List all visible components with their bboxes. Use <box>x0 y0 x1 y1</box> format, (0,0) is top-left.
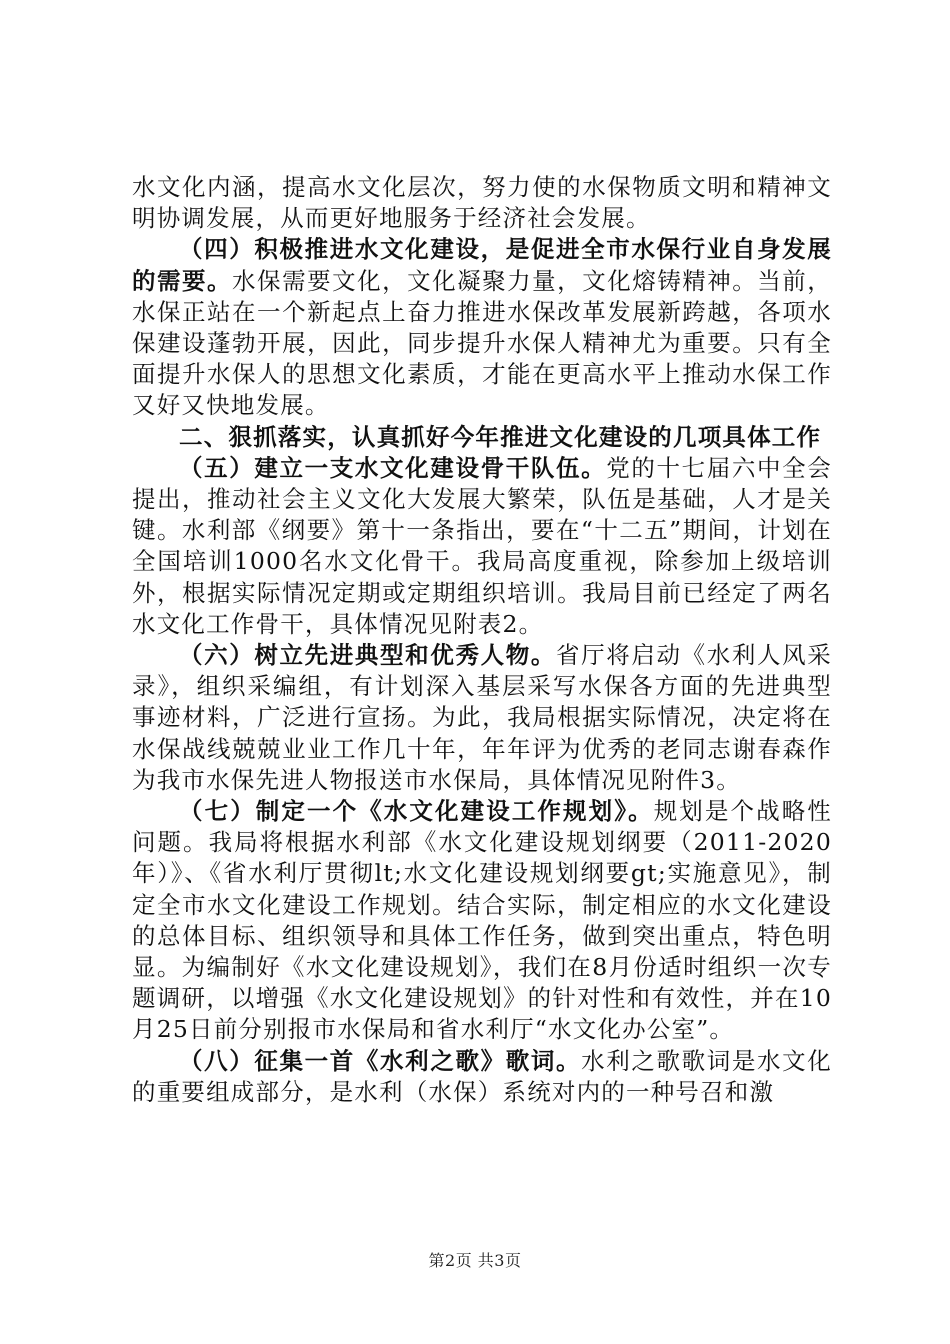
paragraph-text: 省厅将启动《水利人风采录》，组织采编组，有计划深入基层采写水保各方面的先进典型事迹材料，广泛进行宣扬。为此，我局根据实际情况，决定将在水保战线兢兢业业工作几十年，年年评为优秀的老同志谢春森作为我市水保先进人物报送市水保局，具体情况见附件3。 <box>132 641 833 794</box>
paragraph-lead: （五）建立一支水文化建设骨干队伍。 <box>179 453 607 482</box>
paragraph-item-6 <box>132 640 832 796</box>
paragraph-lead: （六）树立先进典型和优秀人物。 <box>179 641 556 670</box>
paragraph-item-5 <box>132 453 832 640</box>
paragraph-item-7 <box>132 796 832 1046</box>
paragraph-text: 水文化内涵，提高水文化层次，努力使的水保物质文明和精神文明协调发展，从而更好地服务于经济社会发展。 <box>132 173 832 233</box>
paragraph-text: 规划是个战略性问题。我局将根据水利部《水文化建设规划纲要（2011-2020年）》、《省水利厅贯彻lt;水文化建设规划纲要gt;实施意见》，制定全市水文化建设工作规划。结合实际，制定相应的水文化建设的总体目标、组织领导和具体工作任务，做到突出重点，特色明显。为编制好《水文化建设规划》，我们在8月份适时组织一次专题调研，以增强《水文化建设规划》的针对性和有效性，并在10月25日前分别报市水保局和省水利厅“水文化办公室”。 <box>132 797 832 1044</box>
paragraph-text: 水利之歌歌词是水文化的重要组成部分，是水利（水保）系统对内的一种号召和激 <box>132 1046 832 1106</box>
paragraph-item-8 <box>132 1046 832 1108</box>
paragraph-item-4 <box>132 234 832 421</box>
paragraph-lead: （四）积极推进水文化建设，是促进全市水保行业自身发展的需要。 <box>132 235 832 295</box>
section-heading-2 <box>132 422 832 453</box>
paragraph-lead: （七）制定一个《水文化建设工作规划》。 <box>179 797 654 826</box>
page-number: 第2页 共3页 <box>428 1251 522 1270</box>
paragraph-text: 水保需要文化，文化凝聚力量，文化熔铸精神。当前，水保正站在一个新起点上奋力推进水保改革发展新跨越，各项水保建设蓬勃开展，因此，同步提升水保人精神尤为重要。只有全面提升水保人的思想文化素质，才能在更高水平上推动水保工作又好又快地发展。 <box>132 266 832 420</box>
paragraph-continuation <box>132 172 832 234</box>
paragraph-lead: （八）征集一首《水利之歌》歌词。 <box>179 1046 582 1075</box>
section-heading-text: 二、狠抓落实，认真抓好今年推进文化建设的几项具体工作 <box>179 422 822 451</box>
paragraph-text: 党的十七届六中全会提出，推动社会主义文化大发展大繁荣，队伍是基础，人才是关键。水利部《纲要》第十一条指出，要在“十二五”期间，计划在全国培训1000名水文化骨干。我局高度重视，除参加上级培训外，根据实际情况定期或定期组织培训。我局目前已经定了两名水文化工作骨干，具体情况见附表2。 <box>132 453 832 638</box>
page-footer <box>0 1248 950 1271</box>
document-body <box>132 172 832 1108</box>
